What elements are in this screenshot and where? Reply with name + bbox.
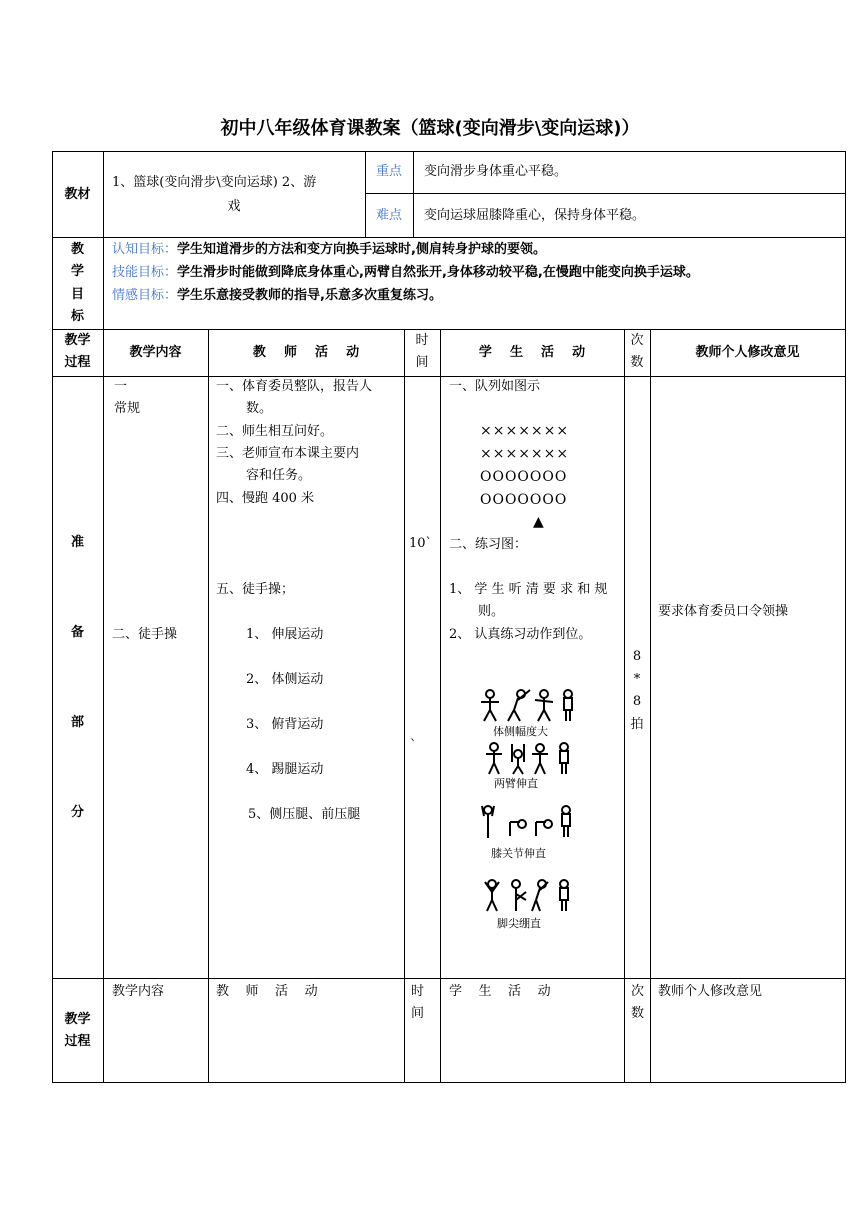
header-count-1: 次 [630,333,644,348]
formation-row-o1: OOOOOOO [480,469,568,485]
time-value: 10` [409,536,433,551]
header-process-2: 过程 [64,355,91,370]
goal-cognitive: 认知目标：学生知道滑步的方法和变方向换手运球时,侧肩转身护球的要领。 [112,242,546,257]
page-title: 初中八年级体育课教案（篮球(变向滑步\变向运球)） [220,118,640,139]
content-freehand: 二、徒手操 [112,627,178,642]
figure-caption-2: 两臂伸直 [494,777,538,790]
teacher-step-4: 四、慢跑 400 米 [216,491,315,506]
footer-student: 学 生 活 动 [449,984,551,999]
material-label: 教材 [64,187,91,202]
content-routine-num: 一 [114,379,128,394]
goal-affective: 情感目标：学生乐意接受教师的指导,乐意多次重复练习。 [112,288,442,303]
footer-count-1: 次 [631,984,645,999]
material-content-line2: 戏 [227,199,241,214]
student-point-1b: 则。 [478,604,505,619]
goal-skill: 技能目标：学生滑步时能做到降底身体重心,两臂自然张开,身体移动较平稳,在慢跑中能变向换手运球。 [112,265,699,280]
student-step-1: 一、队列如图示 [449,379,541,394]
teacher-step-3: 三、老师宣布本课主要内 [216,446,360,461]
footer-count-2: 数 [631,1006,645,1021]
header-count-2: 数 [630,355,644,370]
figure-caption-4: 脚尖绷直 [497,917,541,930]
teacher-position-icon: ▲ [533,514,544,530]
footer-content: 教学内容 [112,984,165,999]
header-content: 教学内容 [129,345,182,360]
exercise-2: 2、 体侧运动 [246,672,324,687]
student-step-2: 二、练习图： [449,537,528,552]
material-content-line1: 1、篮球(变向滑步\变向运球) 2、游 [112,175,317,190]
formation-row-x2: ××××××× [480,446,570,462]
header-time-2: 间 [415,355,429,370]
teacher-step-5: 五、徒手操； [216,582,295,597]
figure-caption-3: 膝关节伸直 [491,847,546,860]
exercise-3: 3、 俯背运动 [246,717,324,732]
key-point-text: 变向滑步身体重心平稳。 [424,164,568,179]
header-process-1: 教学 [64,333,91,348]
side-bend-figures-icon [478,688,578,724]
footer-time-1: 时 [411,984,425,999]
difficulty-label: 难点 [375,208,402,223]
time-mark: ` [410,738,417,753]
teacher-opinion: 要求体育委员口令领操 [658,604,789,619]
footer-process-2: 过程 [64,1034,91,1049]
toes-pointed-figures-icon [482,878,574,914]
footer-opinion: 教师个人修改意见 [658,984,763,999]
header-opinion: 教师个人修改意见 [695,345,800,360]
exercise-4: 4、 踢腿运动 [246,762,324,777]
header-time-1: 时 [415,333,429,348]
student-point-2: 2、 认真练习动作到位。 [449,627,592,642]
footer-teacher: 教 师 活 动 [216,984,318,999]
teacher-step-1: 一、体育委员整队，报告人 [216,379,373,394]
arms-straight-figures-icon [484,742,574,776]
difficulty-text: 变向运球屈膝降重心，保持身体平稳。 [424,208,646,223]
footer-time-2: 间 [411,1006,425,1021]
header-student: 学 生 活 动 [478,345,586,360]
footer-process-1: 教学 [64,1012,91,1027]
formation-row-x1: ××××××× [480,423,570,439]
teacher-step-2: 二、师生相互问好。 [216,424,334,439]
exercise-1: 1、 伸展运动 [246,627,324,642]
teacher-step-3b: 容和任务。 [246,468,312,483]
figure-caption-1: 体侧幅度大 [493,725,548,738]
formation-row-o2: OOOOOOO [480,492,568,508]
teacher-step-1b: 数。 [246,401,273,416]
knee-straight-figures-icon [478,804,578,840]
student-point-1: 1、 学 生 听 清 要 求 和 规 [449,582,608,597]
content-routine: 常规 [114,401,141,416]
header-teacher: 教 师 活 动 [252,345,360,360]
exercise-5: 5、侧压腿、前压腿 [248,807,361,822]
key-point-label: 重点 [375,164,402,179]
